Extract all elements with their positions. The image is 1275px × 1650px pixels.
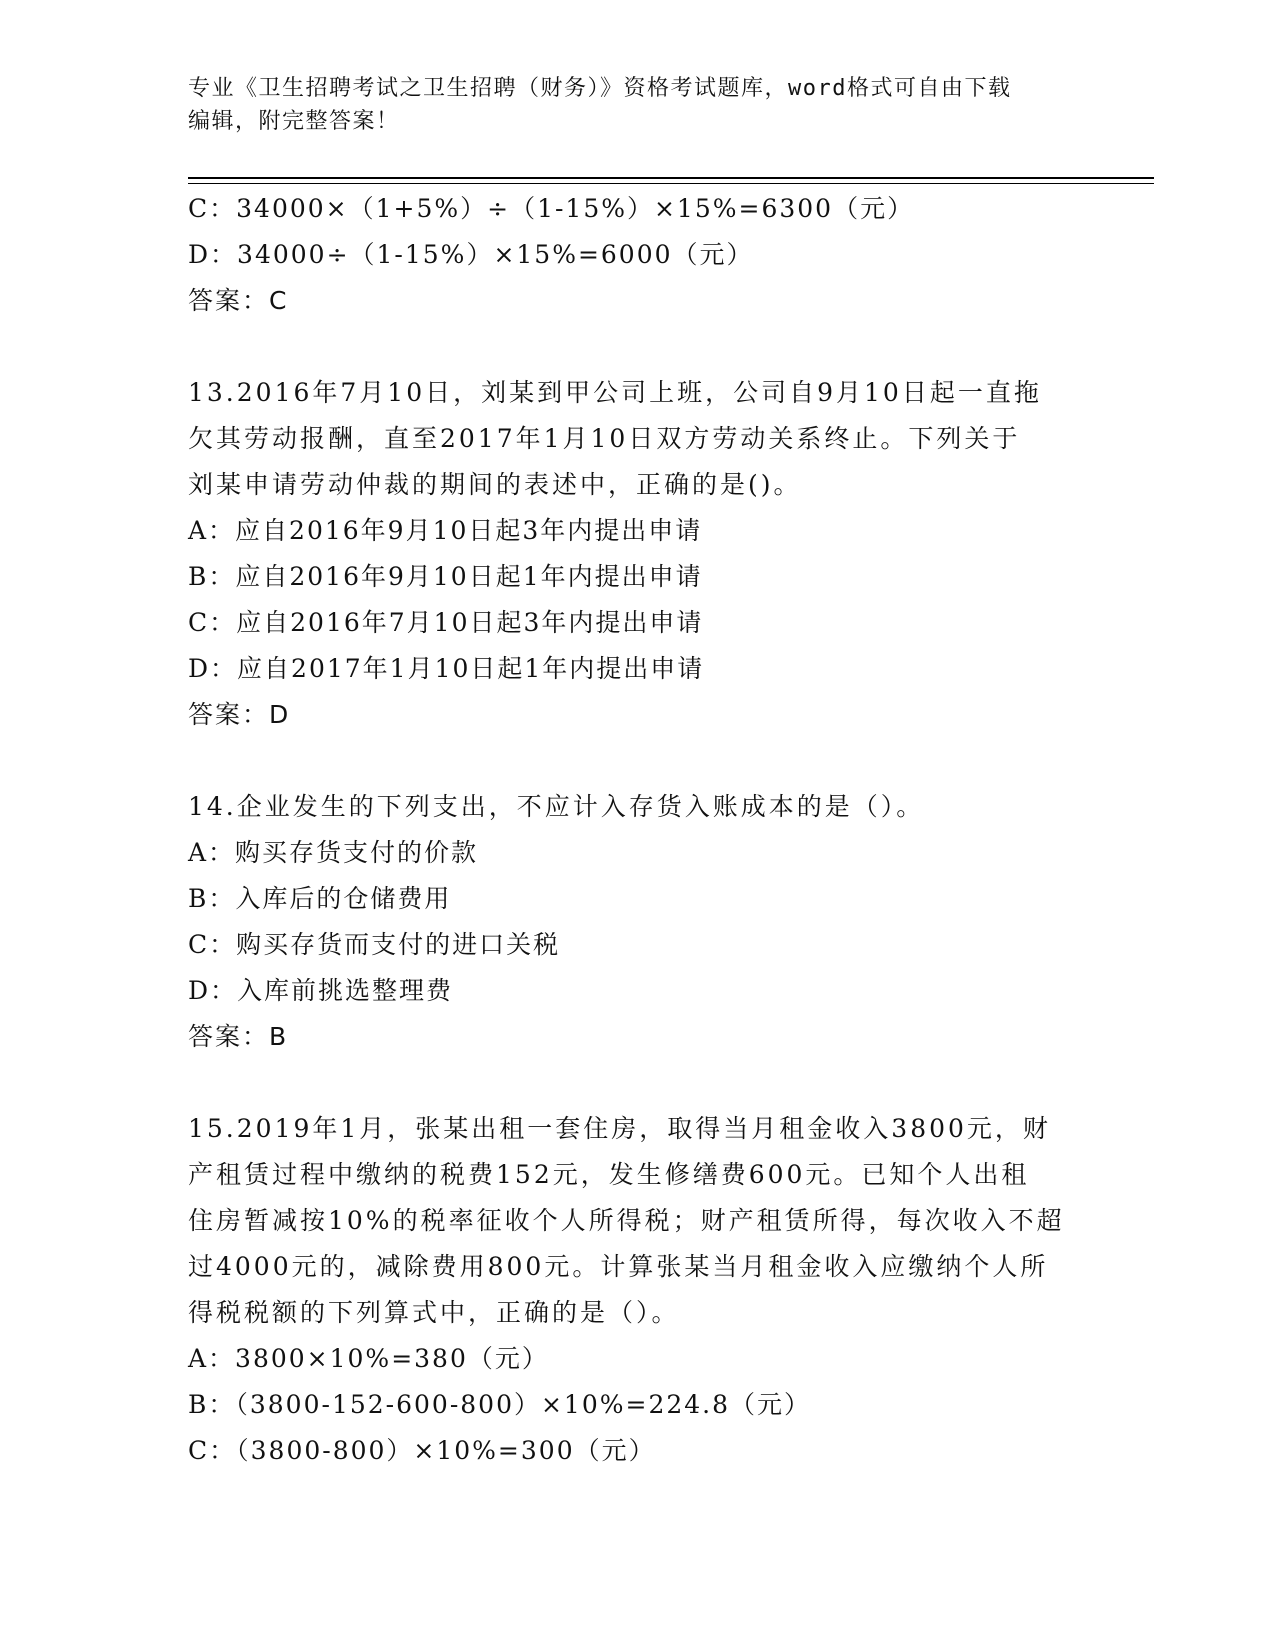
stem-line: 欠其劳动报酬，直至2017年1月10日双方劳动关系终止。下列关于 [188,424,1021,453]
question-stem [188,784,1088,830]
option-c: C：应自2016年7月10日起3年内提出申请 [188,608,704,637]
option-a: A：应自2016年9月10日起3年内提出申请 [188,516,703,545]
question-12 [188,186,1088,324]
question-14 [188,784,1088,1060]
option-a: A：购买存货支付的价款 [188,838,479,867]
header-divider-thin [188,183,1154,184]
stem-line: 住房暂减按10%的税率征收个人所得税；财产租赁所得，每次收入不超 [188,1206,1065,1235]
answer-label: 答案：C [188,286,289,315]
spacer [188,324,1088,370]
stem-line: 14.企业发生的下列支出，不应计入存货入账成本的是（）。 [188,792,925,821]
option-b: B：（3800-152-600-800）×10%=224.8（元） [188,1390,812,1419]
option-c: C：购买存货而支付的进口关税 [188,930,561,959]
header-line-1: 专业《卫生招聘考试之卫生招聘（财务）》资格考试题库，word格式可自由下载 [188,76,1012,101]
question-list [188,186,1088,1474]
option-b: B：应自2016年9月10日起1年内提出申请 [188,562,703,591]
question-stem [188,1106,1088,1336]
stem-line: 13.2016年7月10日，刘某到甲公司上班，公司自9月10日起一直拖 [188,378,1042,407]
answer-label: 答案：B [188,1022,289,1051]
question-stem [188,370,1088,508]
question-15 [188,1106,1088,1474]
stem-line: 15.2019年1月，张某出租一套住房，取得当月租金收入3800元，财 [188,1114,1051,1143]
stem-line: 得税税额的下列算式中，正确的是（）。 [188,1298,680,1327]
option-c: C：34000×（1+5%）÷（1-15%）×15%=6300（元） [188,194,915,223]
stem-line: 产租赁过程中缴纳的税费152元，发生修缮费600元。已知个人出租 [188,1160,1030,1189]
answer-label: 答案：D [188,700,291,729]
header-line-2: 编辑，附完整答案！ [188,109,400,134]
header-divider [188,177,1154,179]
option-d: D：34000÷（1-15%）×15%=6000（元） [188,240,754,269]
option-b: B：入库后的仓储费用 [188,884,452,913]
option-d: D：应自2017年1月10日起1年内提出申请 [188,654,705,683]
spacer [188,1060,1088,1106]
document-header [188,72,1088,138]
stem-line: 过4000元的，减除费用800元。计算张某当月租金收入应缴纳个人所 [188,1252,1049,1281]
stem-line: 刘某申请劳动仲裁的期间的表述中，正确的是()。 [188,470,802,499]
question-13 [188,370,1088,738]
spacer [188,738,1088,784]
option-d: D：入库前挑选整理费 [188,976,454,1005]
option-a: A：3800×10%=380（元） [188,1344,549,1373]
option-c: C：（3800-800）×10%=300（元） [188,1436,656,1465]
